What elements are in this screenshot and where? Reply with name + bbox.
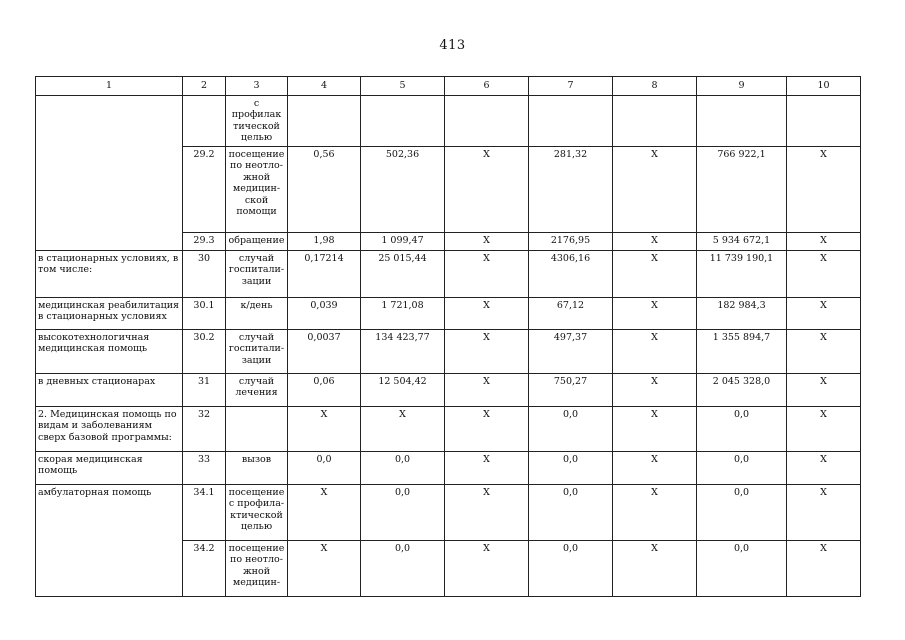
cell-col4: 0,06 [288, 373, 361, 406]
row-code: 31 [183, 373, 226, 406]
cell-col8: X [613, 232, 697, 250]
cell-col10: X [787, 484, 861, 540]
cell-col9: 5 934 672,1 [697, 232, 787, 250]
cell-col9: 182 984,3 [697, 297, 787, 329]
cell-col8: X [613, 451, 697, 484]
cell-col7: 281,32 [529, 146, 613, 232]
column-header: 1 [36, 77, 183, 96]
row-code: 29.2 [183, 146, 226, 232]
cell-col10: X [787, 146, 861, 232]
cell-col10: X [787, 297, 861, 329]
cell-col7 [529, 95, 613, 146]
cell-col5: 1 099,47 [361, 232, 445, 250]
row-code: 30.1 [183, 297, 226, 329]
cell-col7: 4306,16 [529, 250, 613, 297]
row-code [183, 95, 226, 146]
cell-col9: 766 922,1 [697, 146, 787, 232]
page-number: 413 [439, 38, 466, 53]
row-code: 34.1 [183, 484, 226, 540]
row-code: 33 [183, 451, 226, 484]
cell-col5: 12 504,42 [361, 373, 445, 406]
column-header: 7 [529, 77, 613, 96]
row-unit: посещение по неотло- жной медицин- [226, 540, 288, 596]
cell-col8: X [613, 146, 697, 232]
cell-col4: 0,0 [288, 451, 361, 484]
column-header: 10 [787, 77, 861, 96]
row-code: 30.2 [183, 329, 226, 373]
column-header: 4 [288, 77, 361, 96]
row-code: 29.3 [183, 232, 226, 250]
data-table [35, 76, 861, 597]
row-code: 34.2 [183, 540, 226, 596]
row-unit: случай лечения [226, 373, 288, 406]
table-row [36, 329, 861, 373]
cell-col5 [361, 95, 445, 146]
table-row [36, 373, 861, 406]
cell-col10: X [787, 232, 861, 250]
cell-col7: 0,0 [529, 406, 613, 451]
row-unit: случай госпитали- зации [226, 329, 288, 373]
cell-col7: 0,0 [529, 451, 613, 484]
cell-col6: X [445, 146, 529, 232]
column-header: 5 [361, 77, 445, 96]
row-name: в стационарных условиях, в том числе: [36, 250, 183, 297]
cell-col10: X [787, 373, 861, 406]
row-name: в дневных стационарах [36, 373, 183, 406]
cell-col4: 0,17214 [288, 250, 361, 297]
row-unit: к/день [226, 297, 288, 329]
cell-col7: 0,0 [529, 540, 613, 596]
row-unit: случай госпитали- зации [226, 250, 288, 297]
cell-col9: 0,0 [697, 406, 787, 451]
cell-col5: 134 423,77 [361, 329, 445, 373]
cell-col6: X [445, 540, 529, 596]
cell-col8: X [613, 406, 697, 451]
cell-col9: 11 739 190,1 [697, 250, 787, 297]
row-name: медицинская реабилитация в стационарных условиях [36, 297, 183, 329]
table-row [36, 451, 861, 484]
row-name: высокотехнологичная медицинская помощь [36, 329, 183, 373]
cell-col4: X [288, 484, 361, 540]
row-name [36, 95, 183, 250]
cell-col8: X [613, 250, 697, 297]
table-row [36, 95, 861, 146]
cell-col9: 2 045 328,0 [697, 373, 787, 406]
cell-col10 [787, 95, 861, 146]
table-row [36, 406, 861, 451]
cell-col9: 0,0 [697, 540, 787, 596]
cell-col6: X [445, 484, 529, 540]
cell-col4: X [288, 406, 361, 451]
cell-col5: 0,0 [361, 451, 445, 484]
cell-col9 [697, 95, 787, 146]
cell-col6: X [445, 232, 529, 250]
cell-col5: X [361, 406, 445, 451]
cell-col5: 0,0 [361, 484, 445, 540]
row-code: 30 [183, 250, 226, 297]
cell-col6: X [445, 373, 529, 406]
cell-col6: X [445, 297, 529, 329]
row-unit: посещение с профила- ктической целью [226, 484, 288, 540]
cell-col4: 0,039 [288, 297, 361, 329]
row-unit: посещение по неотло- жной медицин- ской помощи [226, 146, 288, 232]
row-name: 2. Медицинская помощь по видам и заболеваниям сверх базовой программы: [36, 406, 183, 451]
cell-col6: X [445, 250, 529, 297]
column-header: 6 [445, 77, 529, 96]
row-unit: обращение [226, 232, 288, 250]
cell-col7: 497,37 [529, 329, 613, 373]
row-name: скорая медицинская помощь [36, 451, 183, 484]
cell-col6: X [445, 406, 529, 451]
cell-col7: 750,27 [529, 373, 613, 406]
cell-col4: X [288, 540, 361, 596]
cell-col9: 1 355 894,7 [697, 329, 787, 373]
cell-col10: X [787, 250, 861, 297]
cell-col8: X [613, 484, 697, 540]
cell-col5: 1 721,08 [361, 297, 445, 329]
cell-col8: X [613, 297, 697, 329]
cell-col10: X [787, 451, 861, 484]
column-header: 3 [226, 77, 288, 96]
cell-col6: X [445, 451, 529, 484]
cell-col5: 25 015,44 [361, 250, 445, 297]
cell-col4: 0,56 [288, 146, 361, 232]
cell-col6 [445, 95, 529, 146]
cell-col8: X [613, 373, 697, 406]
cell-col7: 2176,95 [529, 232, 613, 250]
row-code: 32 [183, 406, 226, 451]
cell-col9: 0,0 [697, 451, 787, 484]
header-row [36, 77, 861, 96]
cell-col4: 1,98 [288, 232, 361, 250]
column-header: 8 [613, 77, 697, 96]
cell-col4 [288, 95, 361, 146]
cell-col6: X [445, 329, 529, 373]
row-unit: вызов [226, 451, 288, 484]
cell-col9: 0,0 [697, 484, 787, 540]
column-header: 2 [183, 77, 226, 96]
row-name: амбулаторная помощь [36, 484, 183, 596]
cell-col7: 0,0 [529, 484, 613, 540]
cell-col4: 0,0037 [288, 329, 361, 373]
cell-col5: 502,36 [361, 146, 445, 232]
table-row [36, 484, 861, 540]
table-row [36, 297, 861, 329]
table-row [36, 250, 861, 297]
cell-col8: X [613, 540, 697, 596]
row-unit: с профилак тической целью [226, 95, 288, 146]
cell-col8 [613, 95, 697, 146]
cell-col7: 67,12 [529, 297, 613, 329]
cell-col10: X [787, 406, 861, 451]
column-header: 9 [697, 77, 787, 96]
cell-col10: X [787, 540, 861, 596]
cell-col8: X [613, 329, 697, 373]
cell-col10: X [787, 329, 861, 373]
cell-col5: 0,0 [361, 540, 445, 596]
row-unit [226, 406, 288, 451]
